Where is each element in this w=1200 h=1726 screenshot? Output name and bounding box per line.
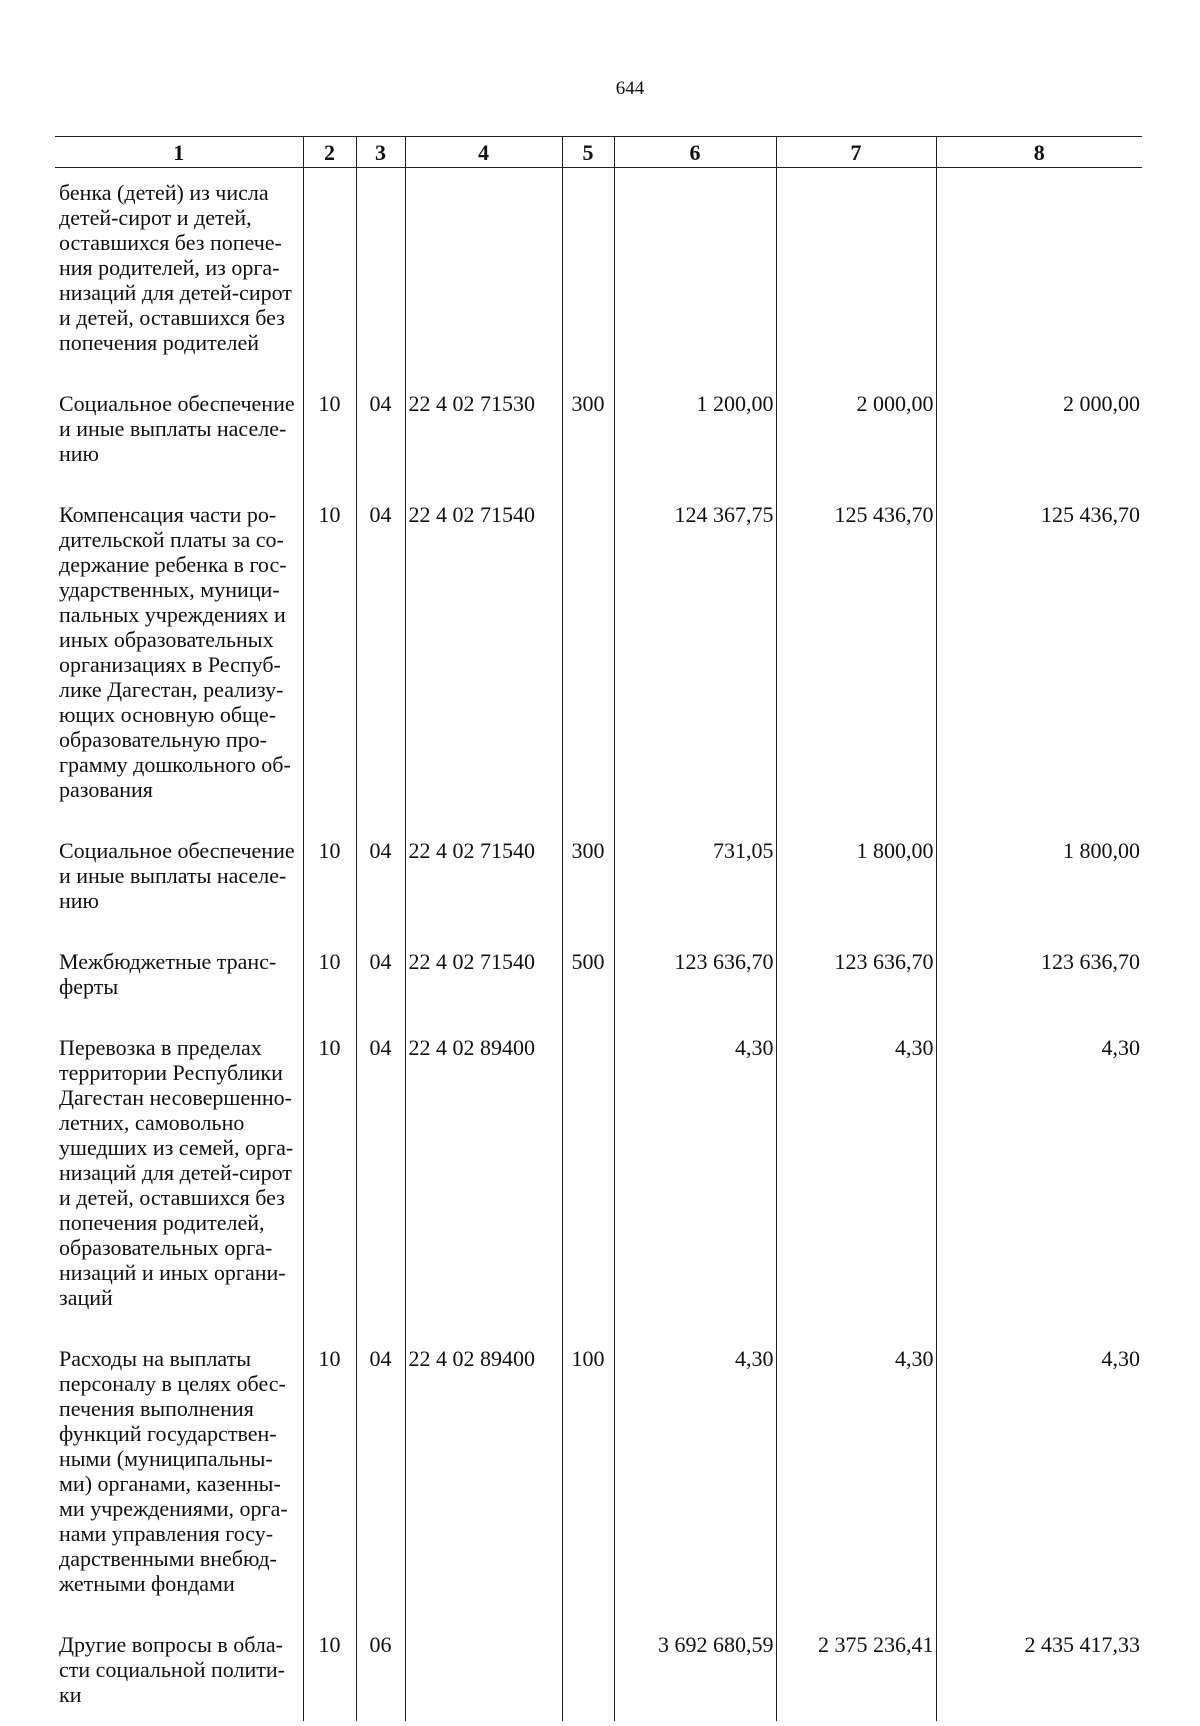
row-subsection [356,168,405,378]
table-row [55,1332,1142,1618]
table-row [55,824,1142,935]
row-amount-3: 4,30 [936,1332,1142,1618]
row-amount-1 [614,168,776,378]
row-amount-2: 125 436,70 [776,488,936,824]
row-amount-2: 4,30 [776,1332,936,1618]
row-amount-2: 2 000,00 [776,377,936,488]
row-subsection: 04 [356,1332,405,1618]
row-expense-type [562,1021,614,1332]
row-subsection: 04 [356,377,405,488]
row-name: Другие вопросы в обла-сти социальной полити-ки [59,1632,285,1707]
column-header: 1 [55,137,303,168]
row-section: 10 [303,377,356,488]
row-amount-2: 1 800,00 [776,824,936,935]
table-header-row [55,137,1142,168]
row-amount-1: 1 200,00 [614,377,776,488]
row-target-code: 22 4 02 71540 [405,824,562,935]
row-amount-1: 3 692 680,59 [614,1618,776,1721]
table-row [55,168,1142,378]
row-subsection: 04 [356,1021,405,1332]
row-section: 10 [303,488,356,824]
row-amount-3: 123 636,70 [936,935,1142,1021]
row-name: Расходы на выплаты персоналу в целях обес-печения выполнения функций государствен-ными (муниципальны-ми) органами, казенны-ми учреждениями, орга-нами управления госу-дарственными внебюд-жетными фондами [59,1346,288,1596]
row-amount-3 [936,168,1142,378]
row-amount-2: 2 375 236,41 [776,1618,936,1721]
row-target-code [405,1618,562,1721]
column-header: 8 [936,137,1142,168]
column-header: 3 [356,137,405,168]
table-row [55,935,1142,1021]
row-amount-2: 4,30 [776,1021,936,1332]
row-amount-1: 124 367,75 [614,488,776,824]
row-section: 10 [303,824,356,935]
column-header: 5 [562,137,614,168]
row-target-code: 22 4 02 71540 [405,488,562,824]
row-section [303,168,356,378]
row-subsection: 04 [356,488,405,824]
row-amount-3: 125 436,70 [936,488,1142,824]
row-name: Социальное обеспечение и иные выплаты населе-нию [59,838,295,913]
row-name: Межбюджетные транс-ферты [59,949,277,999]
row-section: 10 [303,1021,356,1332]
row-target-code: 22 4 02 71540 [405,935,562,1021]
table-row [55,1618,1142,1721]
row-target-code: 22 4 02 71530 [405,377,562,488]
row-amount-1: 123 636,70 [614,935,776,1021]
row-expense-type [562,488,614,824]
budget-table [55,136,1142,1721]
column-header: 2 [303,137,356,168]
row-subsection: 04 [356,824,405,935]
row-amount-2 [776,168,936,378]
row-amount-1: 731,05 [614,824,776,935]
column-header: 4 [405,137,562,168]
row-expense-type: 300 [562,377,614,488]
table-row [55,488,1142,824]
row-expense-type [562,168,614,378]
page-number: 644 [615,78,645,99]
row-target-code [405,168,562,378]
row-section: 10 [303,1332,356,1618]
row-name: Перевозка в пределах территории Республики Дагестан несовершенно-летних, самовольно ушедших из семей, орга-низаций для детей-сирот и детей, оставшихся без попечения родителей, образовательных орга-низаций и иных органи-заций [59,1035,294,1310]
column-header: 6 [614,137,776,168]
row-name: бенка (детей) из числа детей-сирот и детей, оставшихся без попече-ния родителей, из орга-низаций для детей-сирот и детей, оставшихся без попечения родителей [59,180,292,355]
row-expense-type: 300 [562,824,614,935]
row-target-code: 22 4 02 89400 [405,1332,562,1618]
table-row [55,1021,1142,1332]
row-amount-1: 4,30 [614,1332,776,1618]
row-section: 10 [303,935,356,1021]
row-amount-3: 4,30 [936,1021,1142,1332]
row-subsection: 06 [356,1618,405,1721]
row-name: Социальное обеспечение и иные выплаты населе-нию [59,391,295,466]
row-target-code: 22 4 02 89400 [405,1021,562,1332]
row-expense-type: 500 [562,935,614,1021]
row-amount-1: 4,30 [614,1021,776,1332]
table-row [55,377,1142,488]
row-subsection: 04 [356,935,405,1021]
row-expense-type [562,1618,614,1721]
row-amount-3: 2 000,00 [936,377,1142,488]
row-name: Компенсация части ро-дительской платы за со-держание ребенка в гос-ударственных, муници-пальных учреждениях и иных образовательных организациях в Респуб-лике Дагестан, реализу-ющих основную обще-образовательную про-грамму дошкольного об-разования [59,502,291,802]
row-amount-3: 1 800,00 [936,824,1142,935]
row-section: 10 [303,1618,356,1721]
row-amount-3: 2 435 417,33 [936,1618,1142,1721]
column-header: 7 [776,137,936,168]
row-expense-type: 100 [562,1332,614,1618]
row-amount-2: 123 636,70 [776,935,936,1021]
